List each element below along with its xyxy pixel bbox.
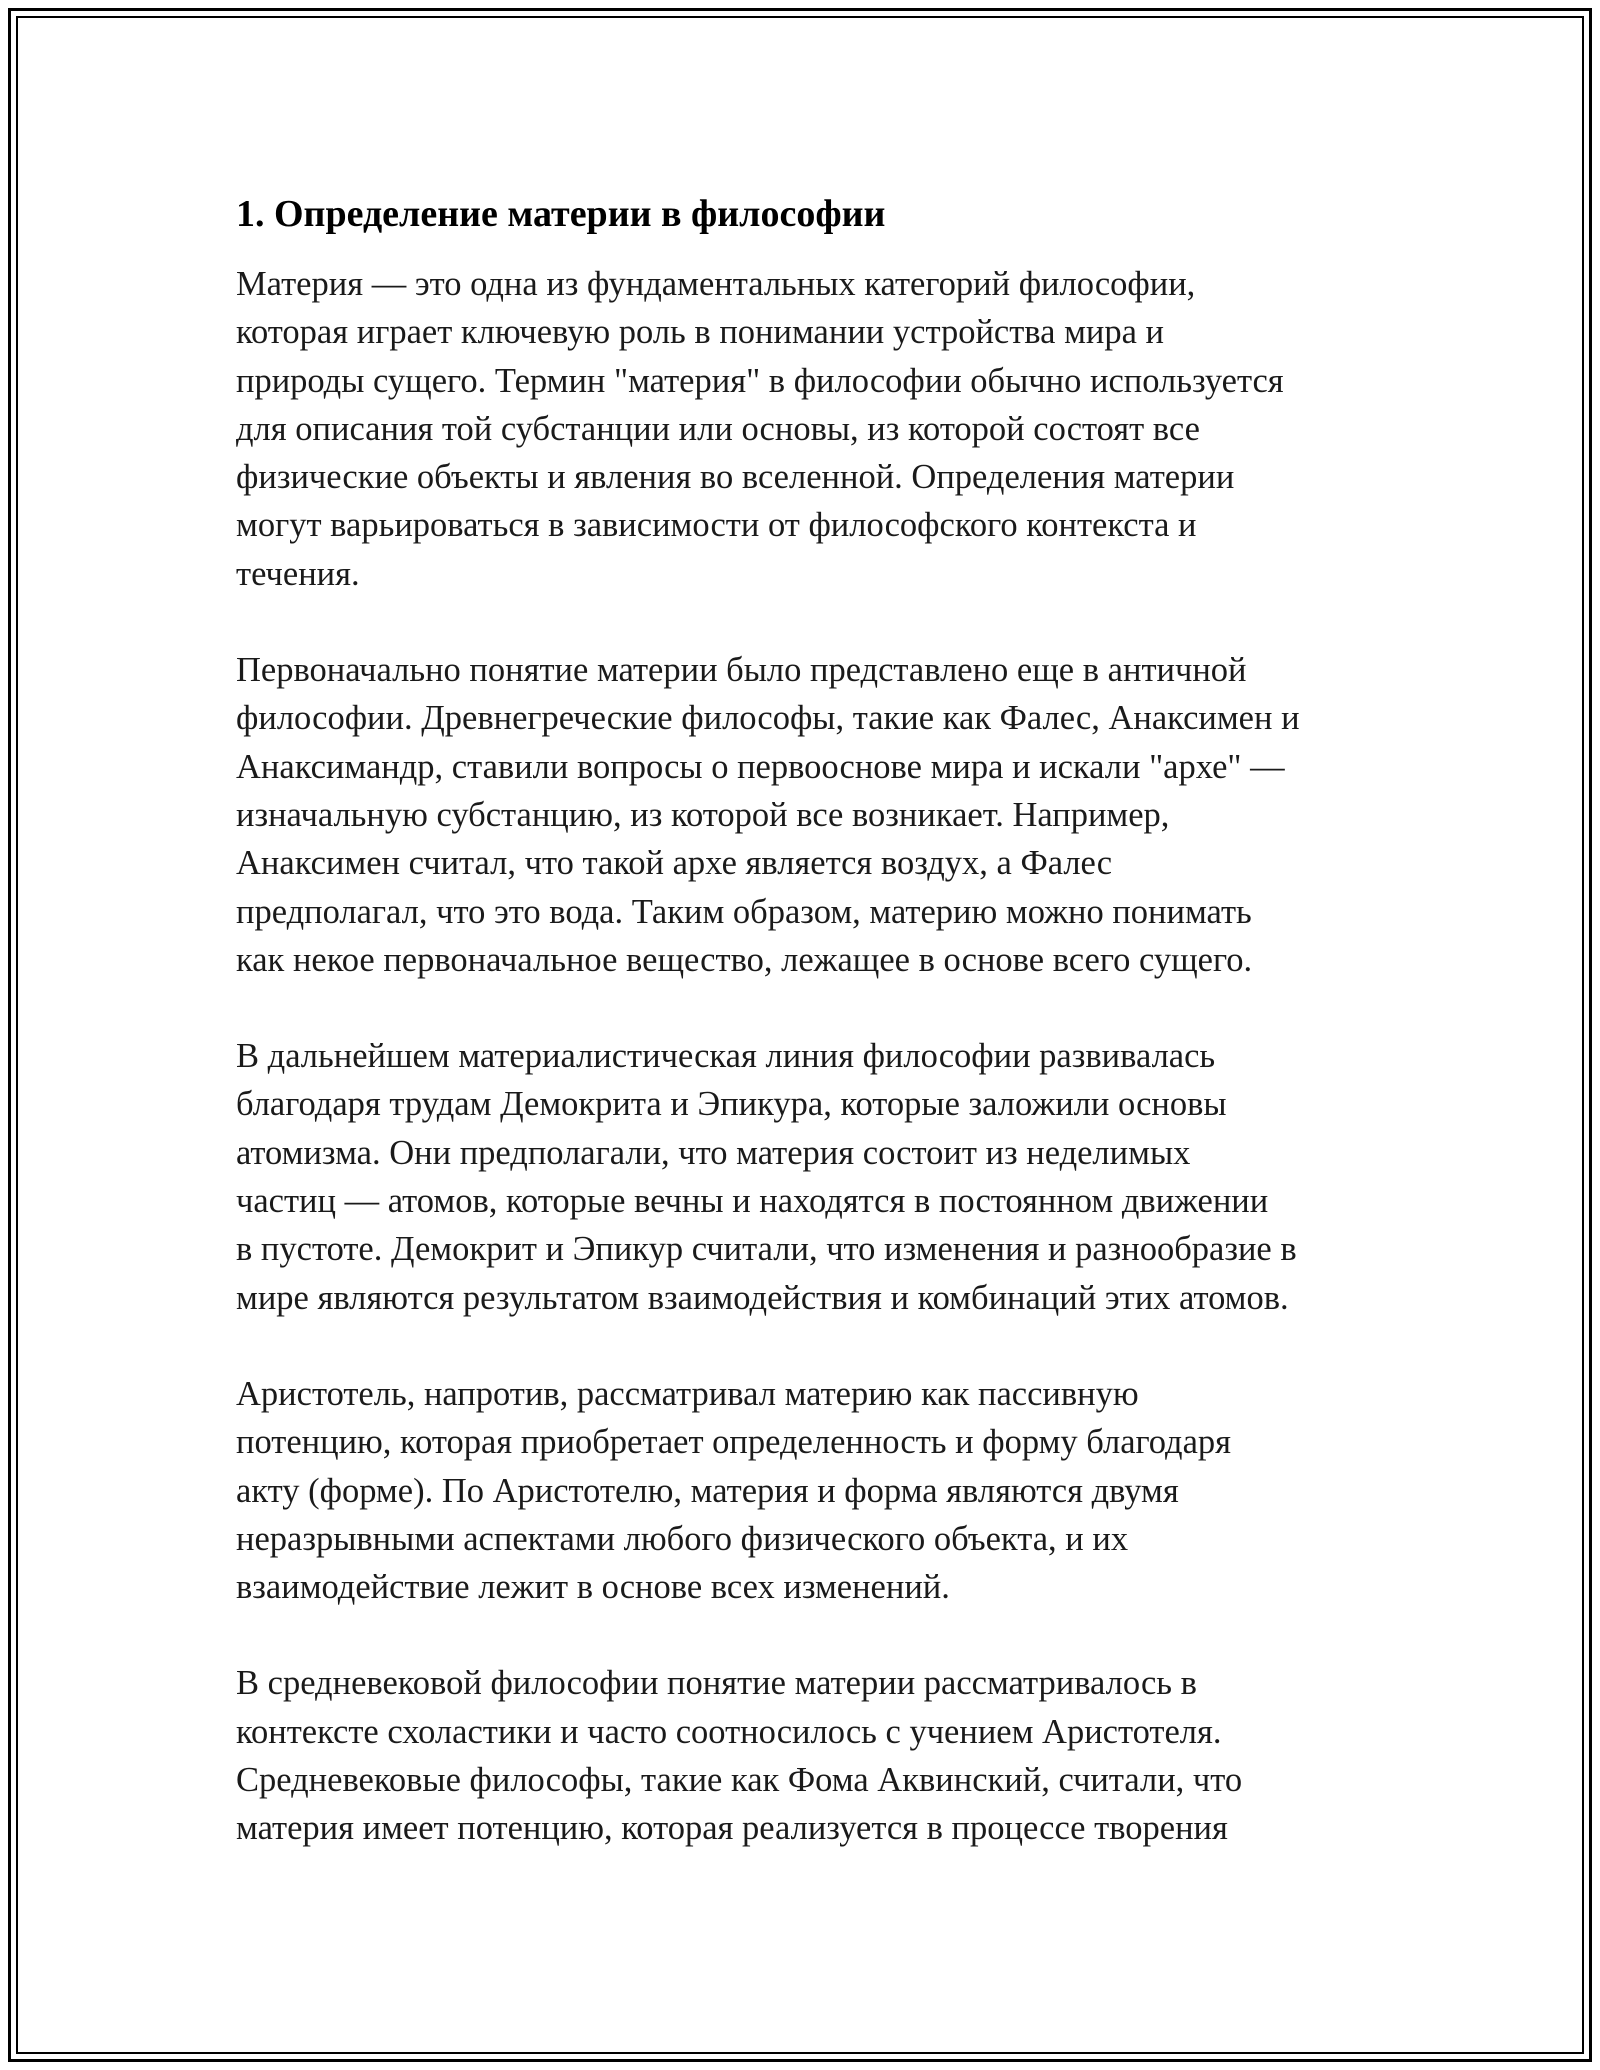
text-line: В дальнейшем материалистическая линия философии развивалась	[236, 1037, 1216, 1076]
text-line: в пустоте. Демокрит и Эпикур считали, что изменения и разнообразие в	[236, 1230, 1297, 1269]
text-line: философии. Древнегреческие философы, такие как Фалес, Анаксимен и	[236, 699, 1300, 738]
text-line: для описания той субстанции или основы, из которой состоят все	[236, 409, 1200, 448]
document-body	[236, 190, 1396, 1901]
paragraph-aristotle	[236, 1370, 1396, 1611]
text-line: Анаксимандр, ставили вопросы о первооснове мира и искали "архе" —	[236, 747, 1285, 786]
text-line: материя имеет потенцию, которая реализуется в процессе творения	[236, 1809, 1228, 1848]
text-line: акту (форме). По Аристотелю, материя и форма являются двумя	[236, 1471, 1179, 1510]
text-line: атомизма. Они предполагали, что материя состоит из неделимых	[236, 1133, 1191, 1172]
text-line: неразрывными аспектами любого физического объекта, и их	[236, 1519, 1129, 1558]
text-line: которая играет ключевую роль в понимании устройства мира и	[236, 313, 1165, 352]
text-line: природы сущего. Термин "материя" в философии обычно используется	[236, 361, 1284, 400]
text-line: как некое первоначальное вещество, лежащее в основе всего сущего.	[236, 940, 1253, 979]
text-line: физические объекты и явления во вселенной. Определения материи	[236, 458, 1235, 497]
text-line: частиц — атомов, которые вечны и находятся в постоянном движении	[236, 1182, 1269, 1221]
text-line: контексте схоластики и часто соотносилось с учением Аристотеля.	[236, 1712, 1222, 1751]
text-line: Анаксимен считал, что такой архе является воздух, а Фалес	[236, 844, 1113, 883]
paragraph-matter-definition	[236, 260, 1396, 598]
text-line: В средневековой философии понятие материи рассматривалось в	[236, 1664, 1197, 1703]
text-line: предполагал, что это вода. Таким образом, материю можно понимать	[236, 892, 1252, 931]
text-line: Первоначально понятие материи было представлено еще в античной	[236, 651, 1247, 690]
text-line: потенцию, которая приобретает определенность и форму благодаря	[236, 1423, 1232, 1462]
paragraph-medieval	[236, 1659, 1396, 1852]
paragraph-antiquity	[236, 646, 1396, 984]
text-line: благодаря трудам Демокрита и Эпикура, которые заложили основы	[236, 1085, 1227, 1124]
text-line: могут варьироваться в зависимости от философского контекста и	[236, 506, 1197, 545]
text-line: течения.	[236, 554, 360, 593]
text-line: Средневековые философы, такие как Фома Аквинский, считали, что	[236, 1761, 1243, 1800]
text-line: изначальную субстанцию, из которой все возникает. Например,	[236, 795, 1170, 834]
text-line: взаимодействие лежит в основе всех изменений.	[236, 1568, 950, 1607]
paragraph-atomism	[236, 1032, 1396, 1322]
text-line: мире являются результатом взаимодействия и комбинаций этих атомов.	[236, 1278, 1289, 1317]
text-line: Материя — это одна из фундаментальных категорий философии,	[236, 265, 1196, 303]
text-line: Аристотель, напротив, рассматривал материю как пассивную	[236, 1374, 1139, 1413]
section-heading: 1. Определение материи в философии	[236, 193, 886, 235]
